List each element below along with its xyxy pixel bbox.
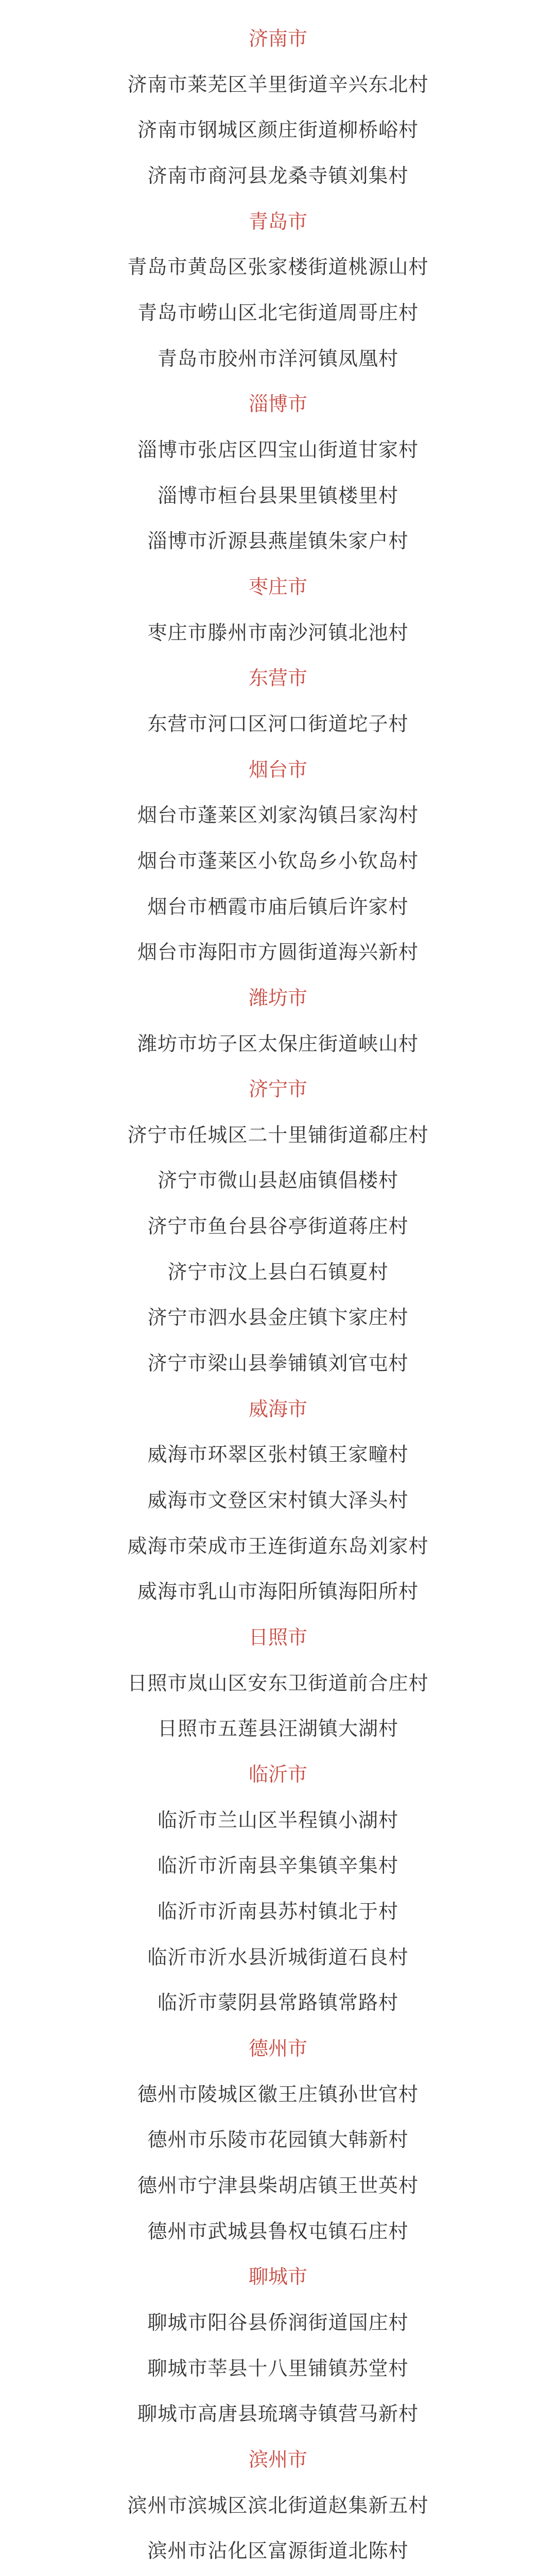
city-heading: 威海市 bbox=[248, 1397, 307, 1420]
village-entry: 青岛市胶州市洋河镇凤凰村 bbox=[157, 347, 398, 370]
village-entry: 聊城市高唐县琉璃寺镇营马新村 bbox=[137, 2402, 419, 2426]
village-entry: 烟台市蓬莱区小钦岛乡小钦岛村 bbox=[137, 849, 419, 872]
village-entry: 临沂市沂南县辛集镇辛集村 bbox=[157, 1854, 398, 1877]
village-entry: 济宁市微山县赵庙镇倡楼村 bbox=[157, 1169, 398, 1192]
village-entry: 临沂市兰山区半程镇小湖村 bbox=[157, 1808, 398, 1832]
city-heading: 滨州市 bbox=[248, 2448, 307, 2471]
village-entry: 德州市宁津县柴胡店镇王世英村 bbox=[137, 2174, 419, 2197]
village-entry: 枣庄市滕州市南沙河镇北池村 bbox=[147, 621, 409, 644]
village-entry: 临沂市蒙阴县常路镇常路村 bbox=[157, 1991, 398, 2014]
city-heading: 枣庄市 bbox=[248, 575, 307, 598]
village-entry: 德州市乐陵市花园镇大韩新村 bbox=[147, 2128, 409, 2151]
village-entry: 淄博市沂源县燕崖镇朱家户村 bbox=[147, 530, 409, 553]
city-heading: 淄博市 bbox=[248, 393, 307, 416]
village-entry: 临沂市沂南县苏村镇北于村 bbox=[157, 1900, 398, 1923]
village-entry: 济南市钢城区颜庄街道柳桥峪村 bbox=[137, 118, 419, 142]
city-heading: 青岛市 bbox=[248, 210, 307, 233]
village-entry: 济宁市梁山县拳铺镇刘官屯村 bbox=[147, 1352, 409, 1375]
village-entry: 临沂市沂水县沂城街道石良村 bbox=[147, 1945, 409, 1969]
village-entry: 威海市文登区宋村镇大泽头村 bbox=[147, 1489, 409, 1512]
village-entry: 日照市五莲县汪湖镇大湖村 bbox=[157, 1717, 398, 1740]
city-heading: 烟台市 bbox=[248, 758, 307, 781]
village-entry: 聊城市莘县十八里铺镇苏堂村 bbox=[147, 2357, 409, 2380]
village-entry: 青岛市黄岛区张家楼街道桃源山村 bbox=[127, 256, 429, 279]
city-heading: 东营市 bbox=[248, 667, 307, 690]
village-entry: 滨州市沾化区富源街道北陈村 bbox=[147, 2539, 409, 2563]
village-entry: 聊城市阳谷县侨润街道国庄村 bbox=[147, 2311, 409, 2334]
city-heading: 临沂市 bbox=[248, 1763, 307, 1786]
city-heading: 济南市 bbox=[248, 27, 307, 50]
village-entry: 济宁市泗水县金庄镇卞家庄村 bbox=[147, 1306, 409, 1329]
village-entry: 济南市商河县龙桑寺镇刘集村 bbox=[147, 164, 409, 188]
village-entry: 青岛市崂山区北宅街道周哥庄村 bbox=[137, 301, 419, 324]
village-entry: 济宁市汶上县白石镇夏村 bbox=[167, 1260, 389, 1283]
village-entry: 烟台市蓬莱区刘家沟镇吕家沟村 bbox=[137, 804, 419, 827]
village-entry: 潍坊市坊子区太保庄街道峡山村 bbox=[137, 1032, 419, 1055]
village-entry: 济宁市任城区二十里铺街道郗庄村 bbox=[127, 1123, 429, 1146]
village-entry: 东营市河口区河口街道坨子村 bbox=[147, 712, 409, 735]
city-heading: 日照市 bbox=[248, 1626, 307, 1649]
village-entry: 威海市乳山市海阳所镇海阳所村 bbox=[137, 1580, 419, 1603]
village-entry: 淄博市桓台县果里镇楼里村 bbox=[157, 484, 398, 507]
village-entry: 威海市荣成市王连街道东岛刘家村 bbox=[127, 1534, 429, 1557]
village-entry: 滨州市滨城区滨北街道赵集新五村 bbox=[127, 2494, 429, 2517]
city-heading: 德州市 bbox=[248, 2037, 307, 2060]
village-entry: 烟台市栖霞市庙后镇后许家村 bbox=[147, 895, 409, 918]
village-entry: 济宁市鱼台县谷亭街道蒋庄村 bbox=[147, 1215, 409, 1238]
village-entry: 济南市莱芜区羊里街道辛兴东北村 bbox=[127, 73, 429, 96]
village-entry: 德州市武城县鲁权屯镇石庄村 bbox=[147, 2219, 409, 2243]
city-heading: 济宁市 bbox=[248, 1078, 307, 1101]
village-entry: 烟台市海阳市方圆街道海兴新村 bbox=[137, 941, 419, 964]
village-entry: 日照市岚山区安东卫街道前合庄村 bbox=[127, 1671, 429, 1694]
city-heading: 潍坊市 bbox=[248, 986, 307, 1009]
village-entry: 威海市环翠区张村镇王家疃村 bbox=[147, 1443, 409, 1466]
city-heading: 聊城市 bbox=[248, 2265, 307, 2289]
village-entry: 淄博市张店区四宝山街道甘家村 bbox=[137, 438, 419, 461]
village-entry: 德州市陵城区徽王庄镇孙世官村 bbox=[137, 2082, 419, 2106]
